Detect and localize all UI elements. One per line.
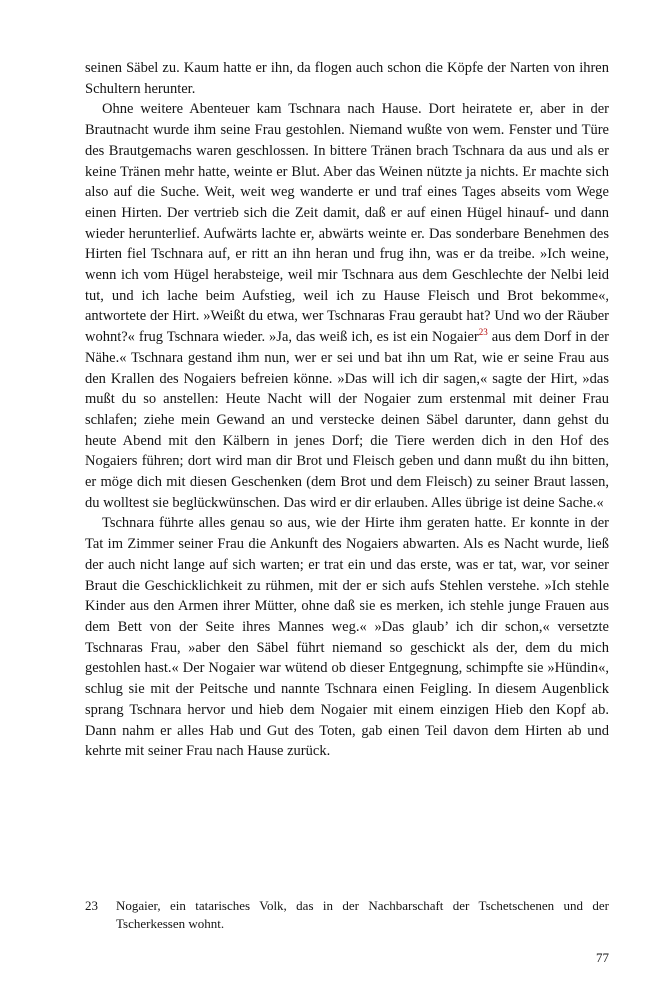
paragraph-1 bbox=[85, 58, 609, 99]
paragraph-3 bbox=[85, 513, 609, 761]
footnote bbox=[85, 897, 609, 932]
paragraph-text: aus dem Dorf in der Nähe.« Tschnara gestand ihm nun, wer er sei und bat ihn um Rat, wie er seine Frau aus den Krallen des Nogaiers befreien könne. »Das will ich dir sagen,« sagte der Hirt, »das mußt du so anstellen: Heute Nacht will der Nogaier zum erstenmal mit deiner Frau schlafen; ziehe mein Gewand an und verstecke deinen Säbel darunter, dann gehst du heute Abend mit den Kälbern in jenes Dorf; die Tiere werden dich in den Hof des Nogaiers führen; dort wird man dir Brot und Fleisch geben und dann mußt du ihn bitten, er möge dich mit diesen Geschenken (dem Brot und dem Fleisch) zu seiner Braut lassen, du wolltest sie beglückwünschen. Das wird er dir erlauben. Alles übrige ist deine Sache.« bbox=[85, 329, 609, 511]
paragraph-text: Tschnara führte alles genau so aus, wie der Hirte ihm geraten hatte. Er konnte in der Tat im Zimmer seiner Frau die Ankunft des Nogaiers abwarten. Als es Nacht wurde, ließ der auch nicht lange auf sich warten; er trat ein und das erste, was er tat, war, vor seiner Braut die Geschicklichkeit zu rühmen, mit der er sich aufs Stehlen verstehe. »Ich stehle Kinder aus den Armen ihrer Mütter, ohne daß sie es merken, ich stehle junge Frauen aus dem Bett von der Seite ihres Mannes weg.« »Das glaub’ ich dir schon,« versetzte Tschnaras Frau, »aber den Säbel führt niemand so geschickt als der, dem du mich gestohlen hast.« Der Nogaier war wütend ob dieser Entgegnung, schimpfte sie »Hündin«, schlug sie mit der Peitsche und nannte Tschnara einen Feigling. In diesem Augenblick sprang Tschnara hervor und hieb dem Nogaier mit einem einzigen Hieb den Kopf ab. Dann nahm er alles Hab und Gut des Toten, gab einen Teil davon dem Hirten ab und kehrte mit seiner Frau nach Hause zurück. bbox=[85, 515, 609, 760]
paragraph-2 bbox=[85, 99, 609, 513]
footnote-text: Nogaier, ein tatarisches Volk, das in der Nachbarschaft der Tschetschenen und der Tscherkessen wohnt. bbox=[116, 898, 609, 931]
footnote-number: 23 bbox=[85, 898, 98, 913]
footnote-ref-link[interactable]: 23 bbox=[478, 327, 488, 338]
paragraph-text: seinen Säbel zu. Kaum hatte er ihn, da flogen auch schon die Köpfe der Narten von ihren Schultern herunter. bbox=[85, 60, 609, 97]
body-text-block bbox=[85, 58, 609, 762]
paragraph-text: Ohne weitere Abenteuer kam Tschnara nach Hause. Dort heiratete er, aber in der Brautnacht wurde ihm seine Frau gestohlen. Niemand wußte von wem. Fenster und Türe des Brautgemachs waren geschlossen. In bittere Tränen brach Tschnara da aus und als er keine Tränen mehr hatte, weinte er Blut. Aber das Weinen nützte ja nichts. Er machte sich also auf die Suche. Weit, weit weg wanderte er und traf eines Tages abseits vom Wege einen Hirten. Der vertrieb sich die Zeit damit, daß er auf einen Hügel hinauf- und dann wieder herunterlief. Aufwärts lachte er, abwärts weinte er. Das sonderbare Benehmen des Hirten fiel Tschnara auf, er ritt an ihn heran und frug ihn, was er da treibe. »Ich weine, wenn ich vom Hügel herabsteige, weil mir Tschnara aus dem Geschlechte der Nelbi leid tut, und ich lache beim Aufstieg, weil ich zu Hause Fleisch und Brot bekomme«, antwortete der Hirt. »Weißt du etwa, wer Tschnaras Frau geraubt hat? Und wo der Räuber wohnt?« frug Tschnara wieder. »Ja, das weiß ich, es ist ein Nogaier bbox=[85, 101, 609, 346]
page-number: 77 bbox=[596, 950, 609, 965]
footnote-block bbox=[85, 897, 609, 932]
